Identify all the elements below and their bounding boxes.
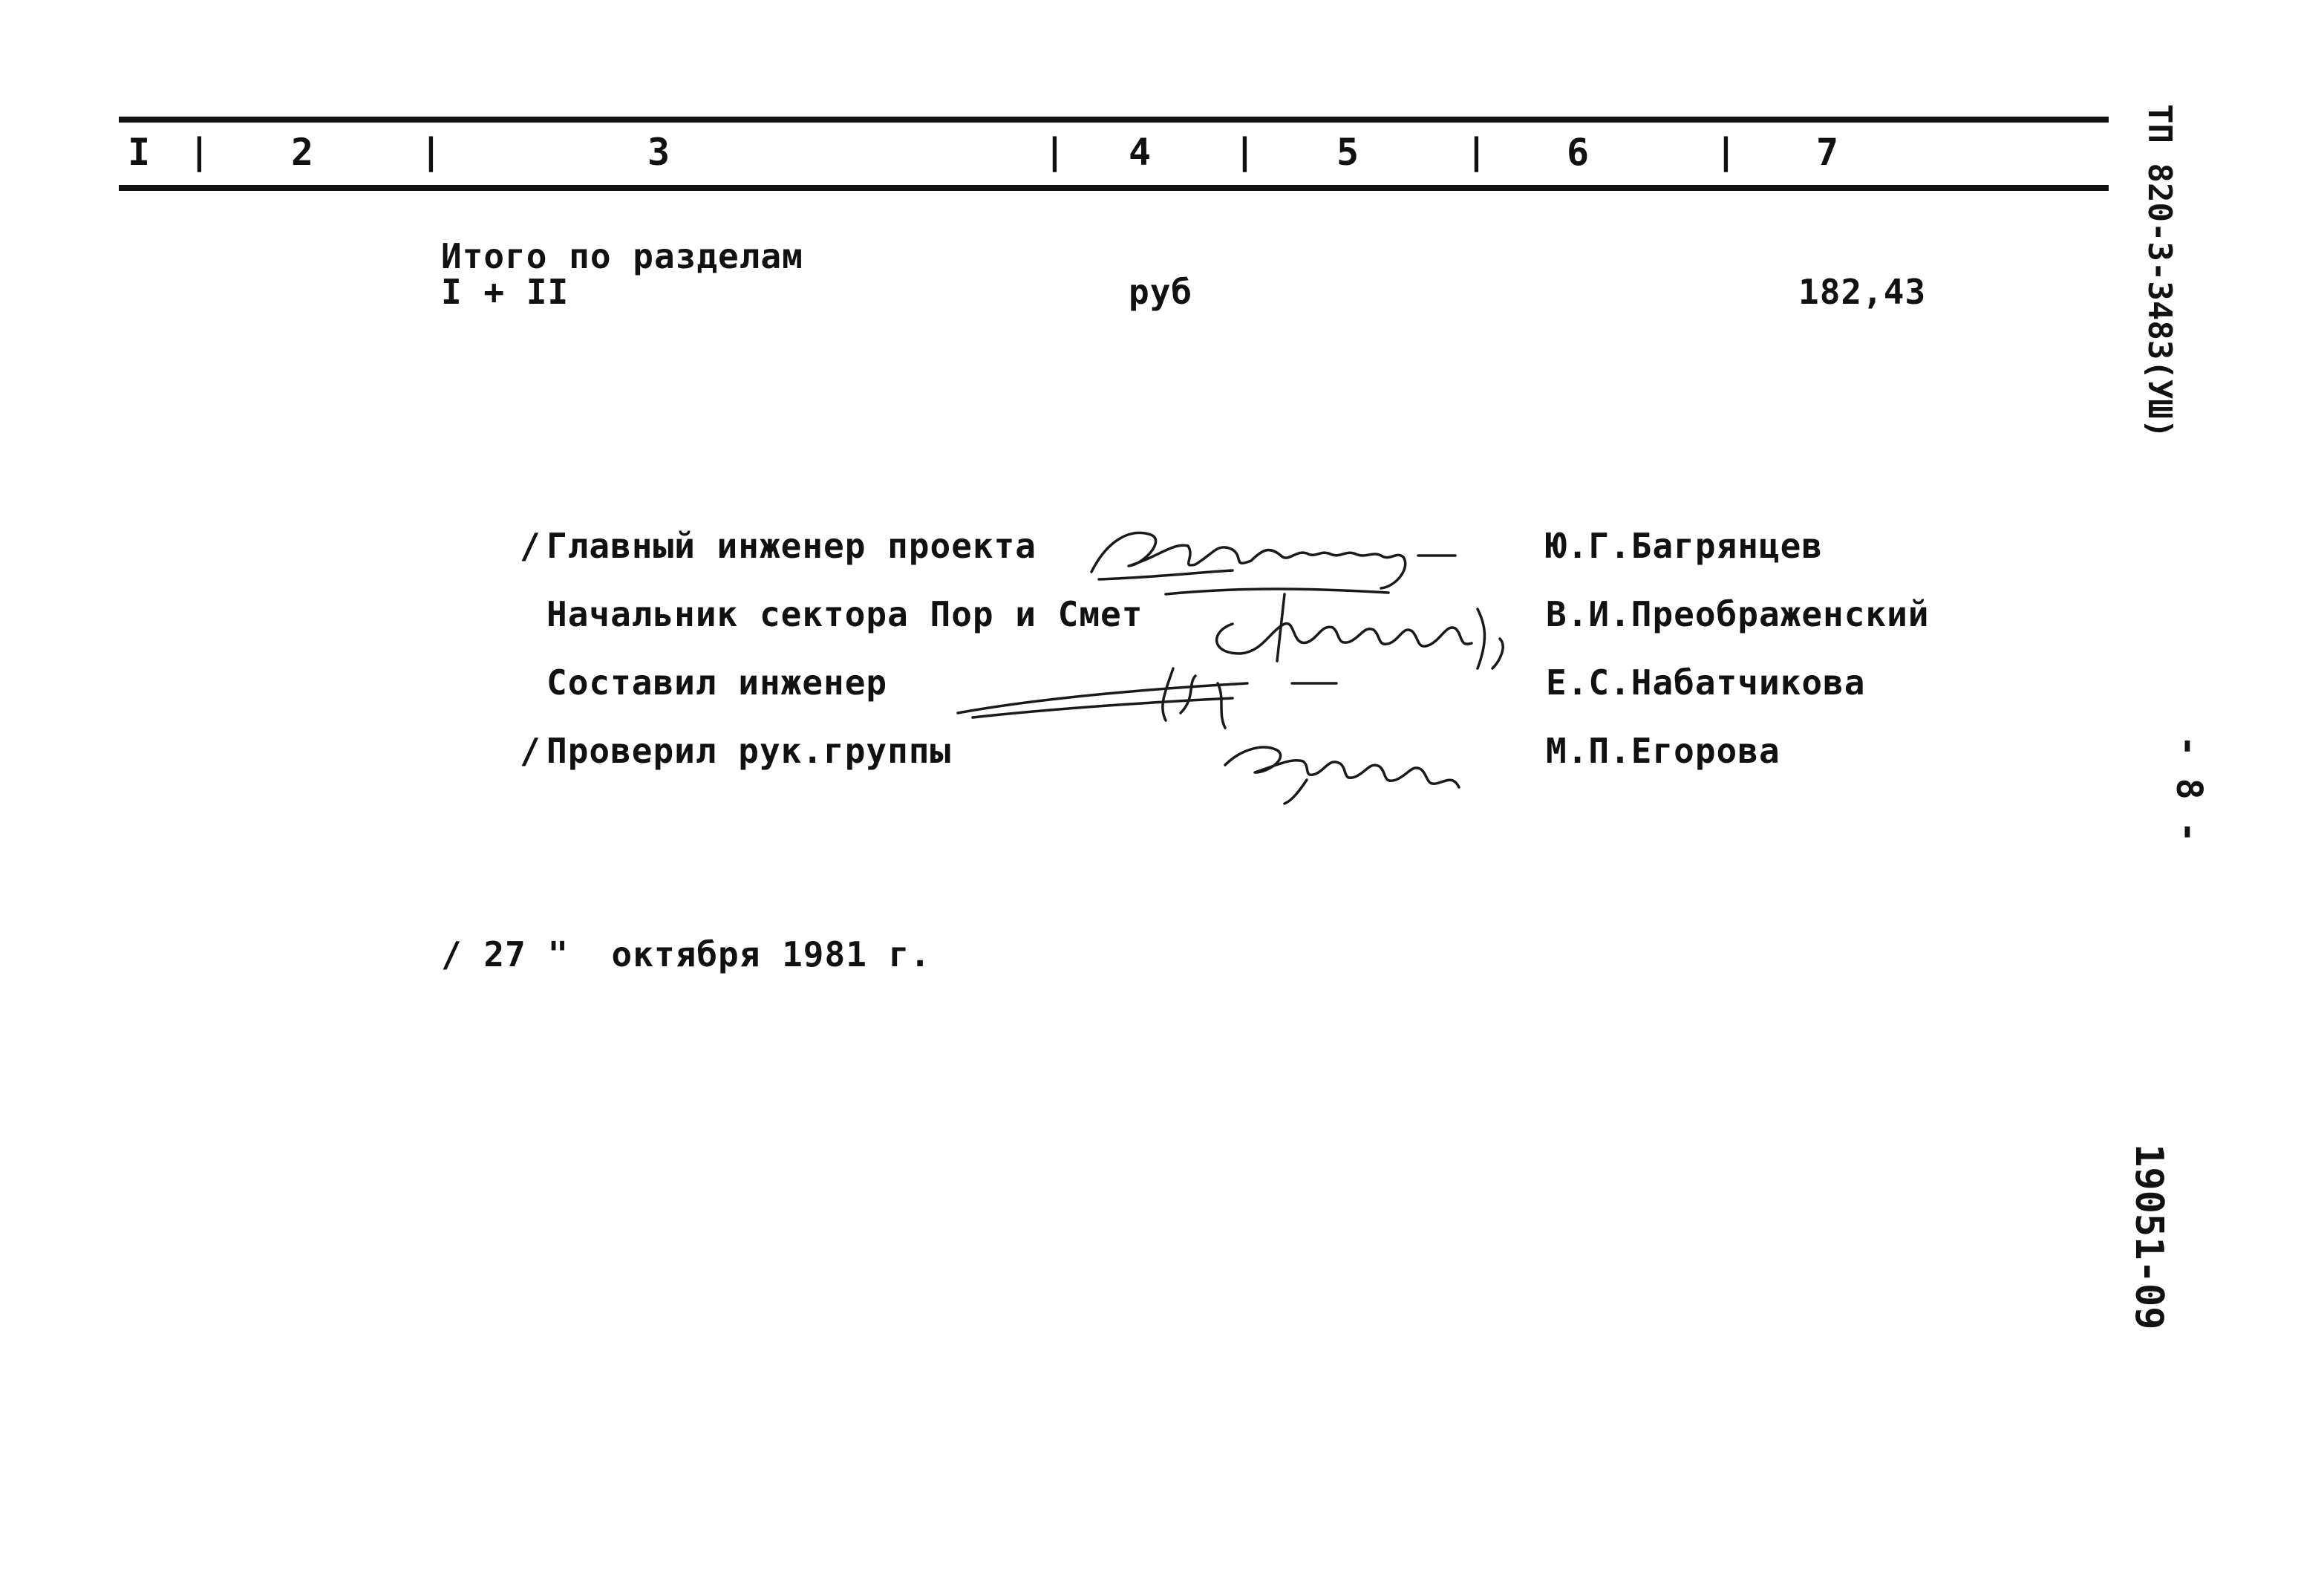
column-number-2: 2 [291, 131, 314, 174]
column-separator: | [1715, 131, 1737, 172]
margin-page-mark: - 8 - [2168, 735, 2210, 843]
margin-sheet-number: 19051-09 [2126, 1144, 2171, 1330]
column-number-6: 6 [1567, 131, 1590, 174]
column-number-7: 7 [1816, 131, 1839, 174]
signatory-mark: / [520, 526, 541, 566]
column-separator: | [420, 131, 442, 172]
signatory-position-compiler: Составил инженер [546, 662, 888, 703]
total-amount: 182,43 [1798, 272, 1927, 312]
column-number-4: 4 [1129, 131, 1152, 174]
signatory-name-chief-engineer: Ю.Г.Багрянцев [1546, 526, 1824, 566]
column-separator: | [1466, 131, 1487, 172]
total-label-line2: I + II [441, 272, 569, 312]
document-date: / 27 " октября 1981 г. [441, 934, 931, 974]
column-separator: | [189, 131, 210, 172]
column-number-1: I [128, 131, 151, 174]
column-number-5: 5 [1336, 131, 1360, 174]
margin-doc-code: ТП 820-3-3483(УШ) [2141, 104, 2178, 439]
signatory-name-checker: М.П.Егорова [1546, 731, 1780, 771]
signatory-position-checker: Проверил рук.группы [546, 731, 952, 771]
signatory-position-chief-engineer: Главный инженер проекта [546, 526, 1037, 566]
total-label-line1: Итого по разделам [441, 236, 803, 276]
signatory-mark: / [520, 731, 541, 771]
column-number-3: 3 [647, 131, 670, 174]
signatory-name-sector-head: В.И.Преображенский [1546, 594, 1930, 634]
signature-checker [1218, 720, 1470, 810]
header-bottom-rule [119, 185, 2109, 191]
column-separator: | [1234, 131, 1256, 172]
header-top-rule [119, 117, 2109, 123]
signatory-name-compiler: Е.С.Набатчикова [1546, 662, 1866, 703]
column-separator: | [1044, 131, 1065, 172]
total-unit: руб [1129, 272, 1193, 312]
signatory-position-sector-head: Начальник сектора Пор и Смет [546, 594, 1143, 634]
